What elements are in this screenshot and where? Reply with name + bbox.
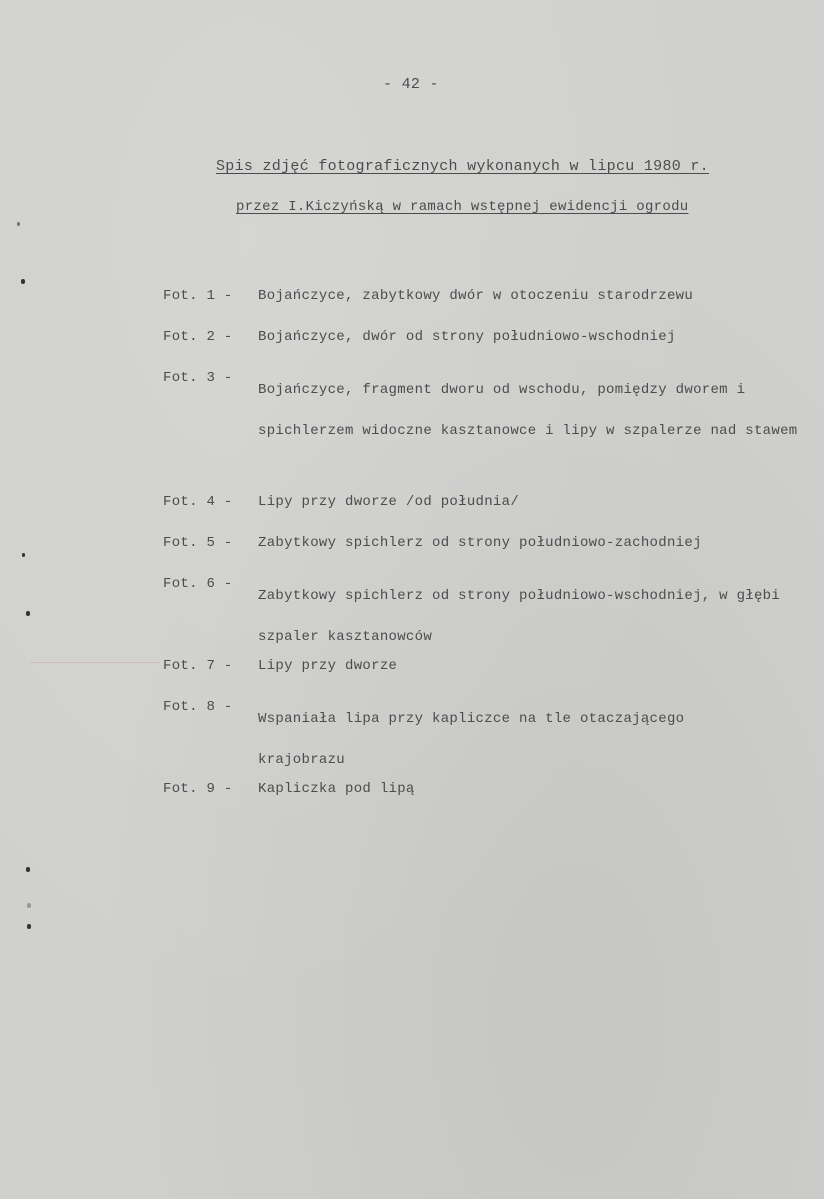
photo-entry-text: Zabytkowy spichlerz od strony południowo-zachodniej <box>258 535 702 551</box>
document-title-line-1: Spis zdjęć fotograficznych wykonanych w lipcu 1980 r. <box>216 158 709 175</box>
page-number: - 42 - <box>383 76 439 93</box>
photo-entry-label: Fot. 8 - <box>163 699 233 715</box>
photo-entry-label: Fot. 4 - <box>163 494 233 510</box>
photo-entry-label: Fot. 9 - <box>163 781 233 797</box>
punch-hole-mark <box>21 279 25 284</box>
punch-hole-mark <box>27 924 31 929</box>
paper-crease <box>30 662 160 663</box>
photo-entry-label: Fot. 3 - <box>163 370 233 386</box>
photo-entry-text: Zabytkowy spichlerz od strony południowo-wschodniej, w głębi szpaler kasztanowców <box>258 588 781 645</box>
punch-hole-mark <box>22 553 25 557</box>
photo-entry-text: Wspaniała lipa przy kapliczce na tle otaczającego krajobrazu <box>258 711 685 768</box>
punch-hole-mark <box>26 867 30 872</box>
photo-entry-text: Bojańczyce, zabytkowy dwór w otoczeniu starodrzewu <box>258 288 694 304</box>
punch-hole-mark <box>26 611 30 616</box>
photo-entry-label: Fot. 7 - <box>163 658 233 674</box>
photo-entry-text: Kapliczka pod lipą <box>258 781 415 797</box>
photo-entry-text: Bojańczyce, fragment dworu od wschodu, pomiędzy dworem i spichlerzem widoczne kasztanowce i lipy w szpalerze nad stawem <box>258 382 798 439</box>
photo-entry-label: Fot. 6 - <box>163 576 233 592</box>
punch-hole-mark <box>27 903 31 908</box>
document-title-line-2: przez I.Kiczyńską w ramach wstępnej ewidencji ogrodu <box>236 199 689 215</box>
photo-entry-text: Lipy przy dworze <box>258 658 398 674</box>
photo-entry-text: Lipy przy dworze /od południa/ <box>258 494 520 510</box>
photo-entry-text: Bojańczyce, dwór od strony południowo-wschodniej <box>258 329 676 345</box>
photo-entry-label: Fot. 2 - <box>163 329 233 345</box>
photo-entry-label: Fot. 5 - <box>163 535 233 551</box>
punch-hole-mark <box>17 222 20 226</box>
photo-entry-label: Fot. 1 - <box>163 288 233 304</box>
